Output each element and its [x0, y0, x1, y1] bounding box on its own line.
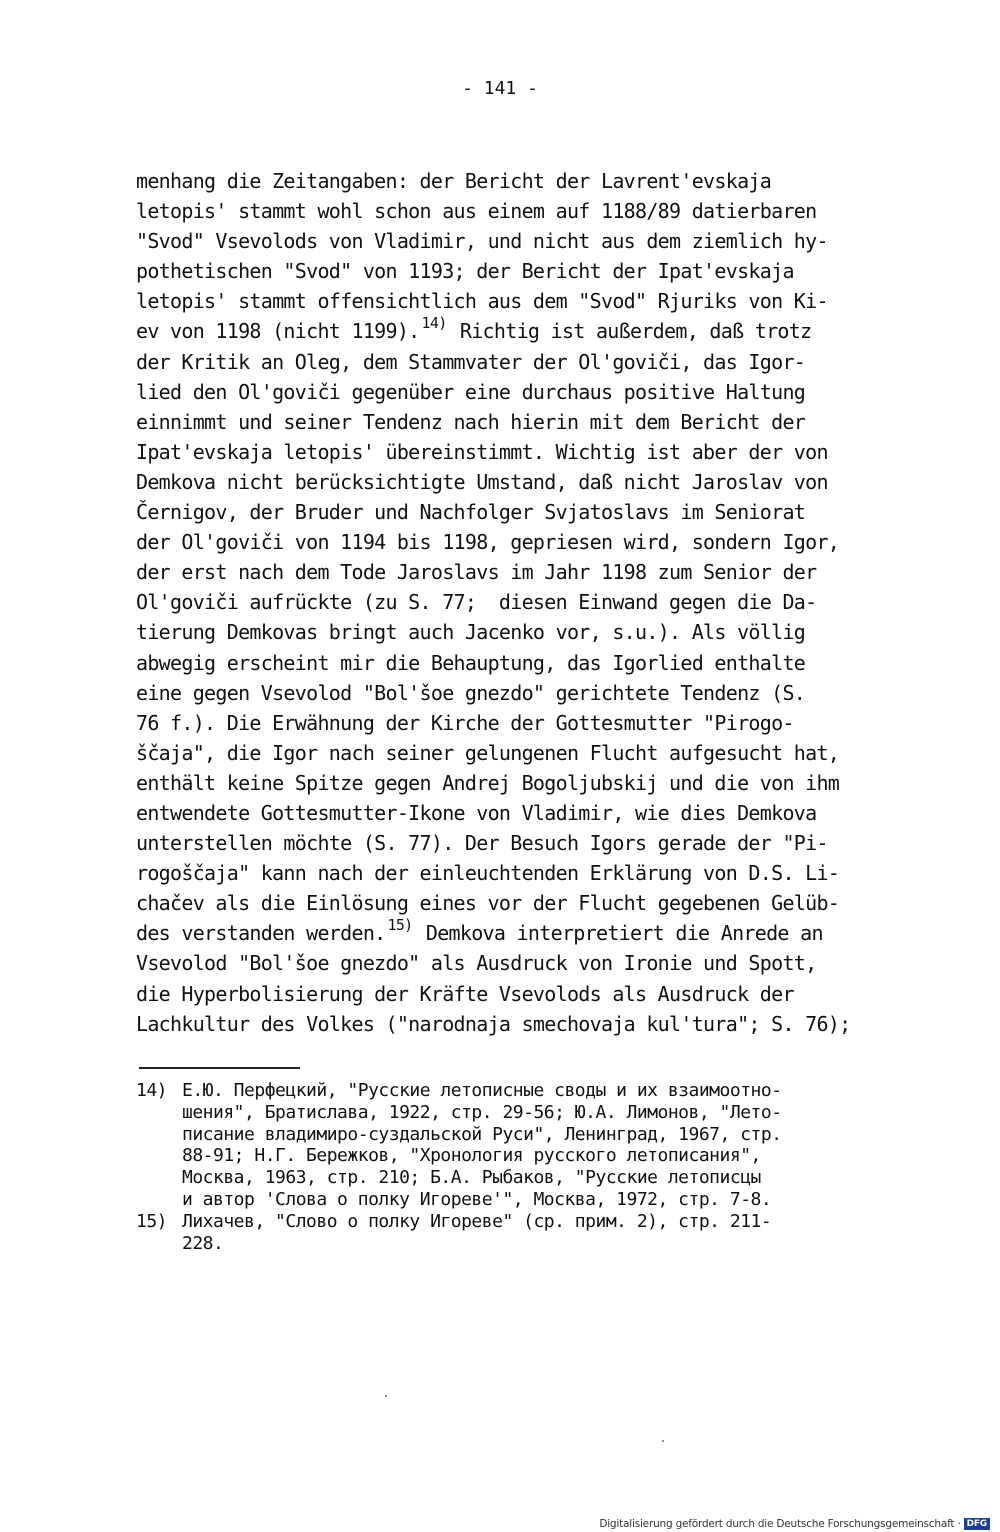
text-line: letopis' stammt offensichtlich aus dem "Svod" Rjuriks von Ki-: [136, 289, 828, 314]
footnote-line: 88-91; Н.Г. Бережков, "Хронология русского летописания",: [182, 1145, 761, 1167]
footnote-number: 15): [136, 1210, 168, 1232]
scan-speck: [385, 1395, 387, 1397]
footnotes: [136, 1080, 916, 1254]
page-number: - 141 -: [462, 78, 538, 99]
footnote-marker-15: 15): [387, 916, 413, 935]
footnote-marker-14: 14): [421, 314, 447, 333]
text-line: der Kritik an Oleg, dem Stammvater der Ol'goviči, das Igor-: [136, 349, 806, 374]
footnote-number: 14): [136, 1080, 168, 1101]
text-line: menhang die Zeitangaben: der Bericht der Lavrent'evskaja: [136, 169, 772, 193]
footnote-line: шения", Братислава, 1922, стр. 29-56; Ю.А. Лимонов, "Лето-: [182, 1101, 782, 1123]
text-line: Černigov, der Bruder und Nachfolger Svjatoslavs im Seniorat: [136, 500, 806, 525]
text-line: der erst nach dem Tode Jaroslavs im Jahr 1198 zum Senior der: [136, 560, 817, 585]
footnote-15: [136, 1211, 916, 1255]
footnote-text: [182, 1211, 916, 1255]
footnote-line: и автор 'Слова о полку Игореве'", Москва, 1972, стр. 7-8.: [182, 1188, 772, 1210]
footnote-line: Москва, 1963, стр. 210; Б.А. Рыбаков, "Русские летописцы: [182, 1167, 761, 1189]
footnote-line: 228.: [182, 1232, 224, 1254]
line-text: Richtig ist außerdem, daß trotz: [448, 319, 812, 344]
text-line-with-footnote: [136, 316, 896, 346]
footnote-text: [182, 1080, 916, 1211]
text-line: enthält keine Spitze gegen Andrej Bogoljubskij und die von ihm: [136, 770, 840, 795]
footnote-14: [136, 1080, 916, 1211]
text-line: 76 f.). Die Erwähnung der Kirche der Gottesmutter "Pirogo-: [136, 710, 794, 735]
text-line: abwegig erscheint mir die Behauptung, das Igorlied enthalte: [136, 650, 806, 675]
line-text: Demkova interpretiert die Anrede an: [414, 921, 823, 946]
text-line: eine gegen Vsevolod "Bol'šoe gnezdo" gerichtete Tendenz (S.: [136, 680, 806, 705]
text-line-with-footnote: [136, 918, 896, 948]
text-line: unterstellen möchte (S. 77). Der Besuch Igors gerade der "Pi-: [136, 831, 828, 856]
text-line: die Hyperbolisierung der Kräfte Vsevolods als Ausdruck der: [136, 981, 794, 1006]
text-line: Ol'goviči aufrückte (zu S. 77; diesen Einwand gegen die Da-: [136, 590, 817, 615]
footnote-line: Е.Ю. Перфецкий, "Русские летописные своды и их взаимоотно-: [182, 1080, 782, 1101]
text-line: rogoščaja" kann nach der einleuchtenden Erklärung von D.S. Li-: [136, 861, 840, 886]
text-line: der Ol'goviči von 1194 bis 1198, gepriesen wird, sondern Igor,: [136, 530, 840, 555]
footnote-line: писание владимиро-суздальской Руси", Ленинград, 1967, стр.: [182, 1123, 782, 1145]
text-line: Vsevolod "Bol'šoe gnezdo" als Ausdruck von Ironie und Spott,: [136, 951, 817, 976]
text-line: chačev als die Einlösung eines vor der Flucht gegebenen Gelüb-: [136, 891, 840, 916]
footnote-line: Лихачев, "Слово о полку Игореве" (ср. прим. 2), стр. 211-: [182, 1210, 772, 1232]
credit-text: Digitalisierung gefördert durch die Deutsche Forschungsgemeinschaft ·: [599, 1518, 961, 1530]
text-line: pothetischen "Svod" von 1193; der Bericht der Ipat'evskaja: [136, 259, 794, 284]
scan-speck: [662, 1440, 664, 1442]
text-line: lied den Ol'goviči gegenüber eine durchaus positive Haltung: [136, 379, 806, 404]
dfg-credit: [599, 1518, 990, 1530]
footnote-separator: [139, 1067, 300, 1069]
line-text: des verstanden werden.: [136, 921, 386, 946]
text-line: Ipat'evskaja letopis' übereinstimmt. Wichtig ist aber der von: [136, 439, 828, 464]
text-line: einnimmt und seiner Tendenz nach hierin mit dem Bericht der: [136, 409, 806, 434]
body-text: [136, 166, 896, 1039]
text-line: ščaja", die Igor nach seiner gelungenen Flucht aufgesucht hat,: [136, 740, 840, 765]
text-line: "Svod" Vsevolods von Vladimir, und nicht aus dem ziemlich hy-: [136, 229, 828, 254]
text-line: Lachkultur des Volkes ("narodnaja smechovaja kul'tura"; S. 76);: [136, 1011, 851, 1036]
text-line: Demkova nicht berücksichtigte Umstand, daß nicht Jaroslav von: [136, 469, 828, 494]
dfg-logo: DFG: [964, 1518, 990, 1530]
text-line: tierung Demkovas bringt auch Jacenko vor, s.u.). Als völlig: [136, 620, 806, 645]
text-line: entwendete Gottesmutter-Ikone von Vladimir, wie dies Demkova: [136, 800, 817, 825]
line-text: ev von 1198 (nicht 1199).: [136, 319, 420, 344]
text-line: letopis' stammt wohl schon aus einem auf 1188/89 datierbaren: [136, 199, 817, 224]
